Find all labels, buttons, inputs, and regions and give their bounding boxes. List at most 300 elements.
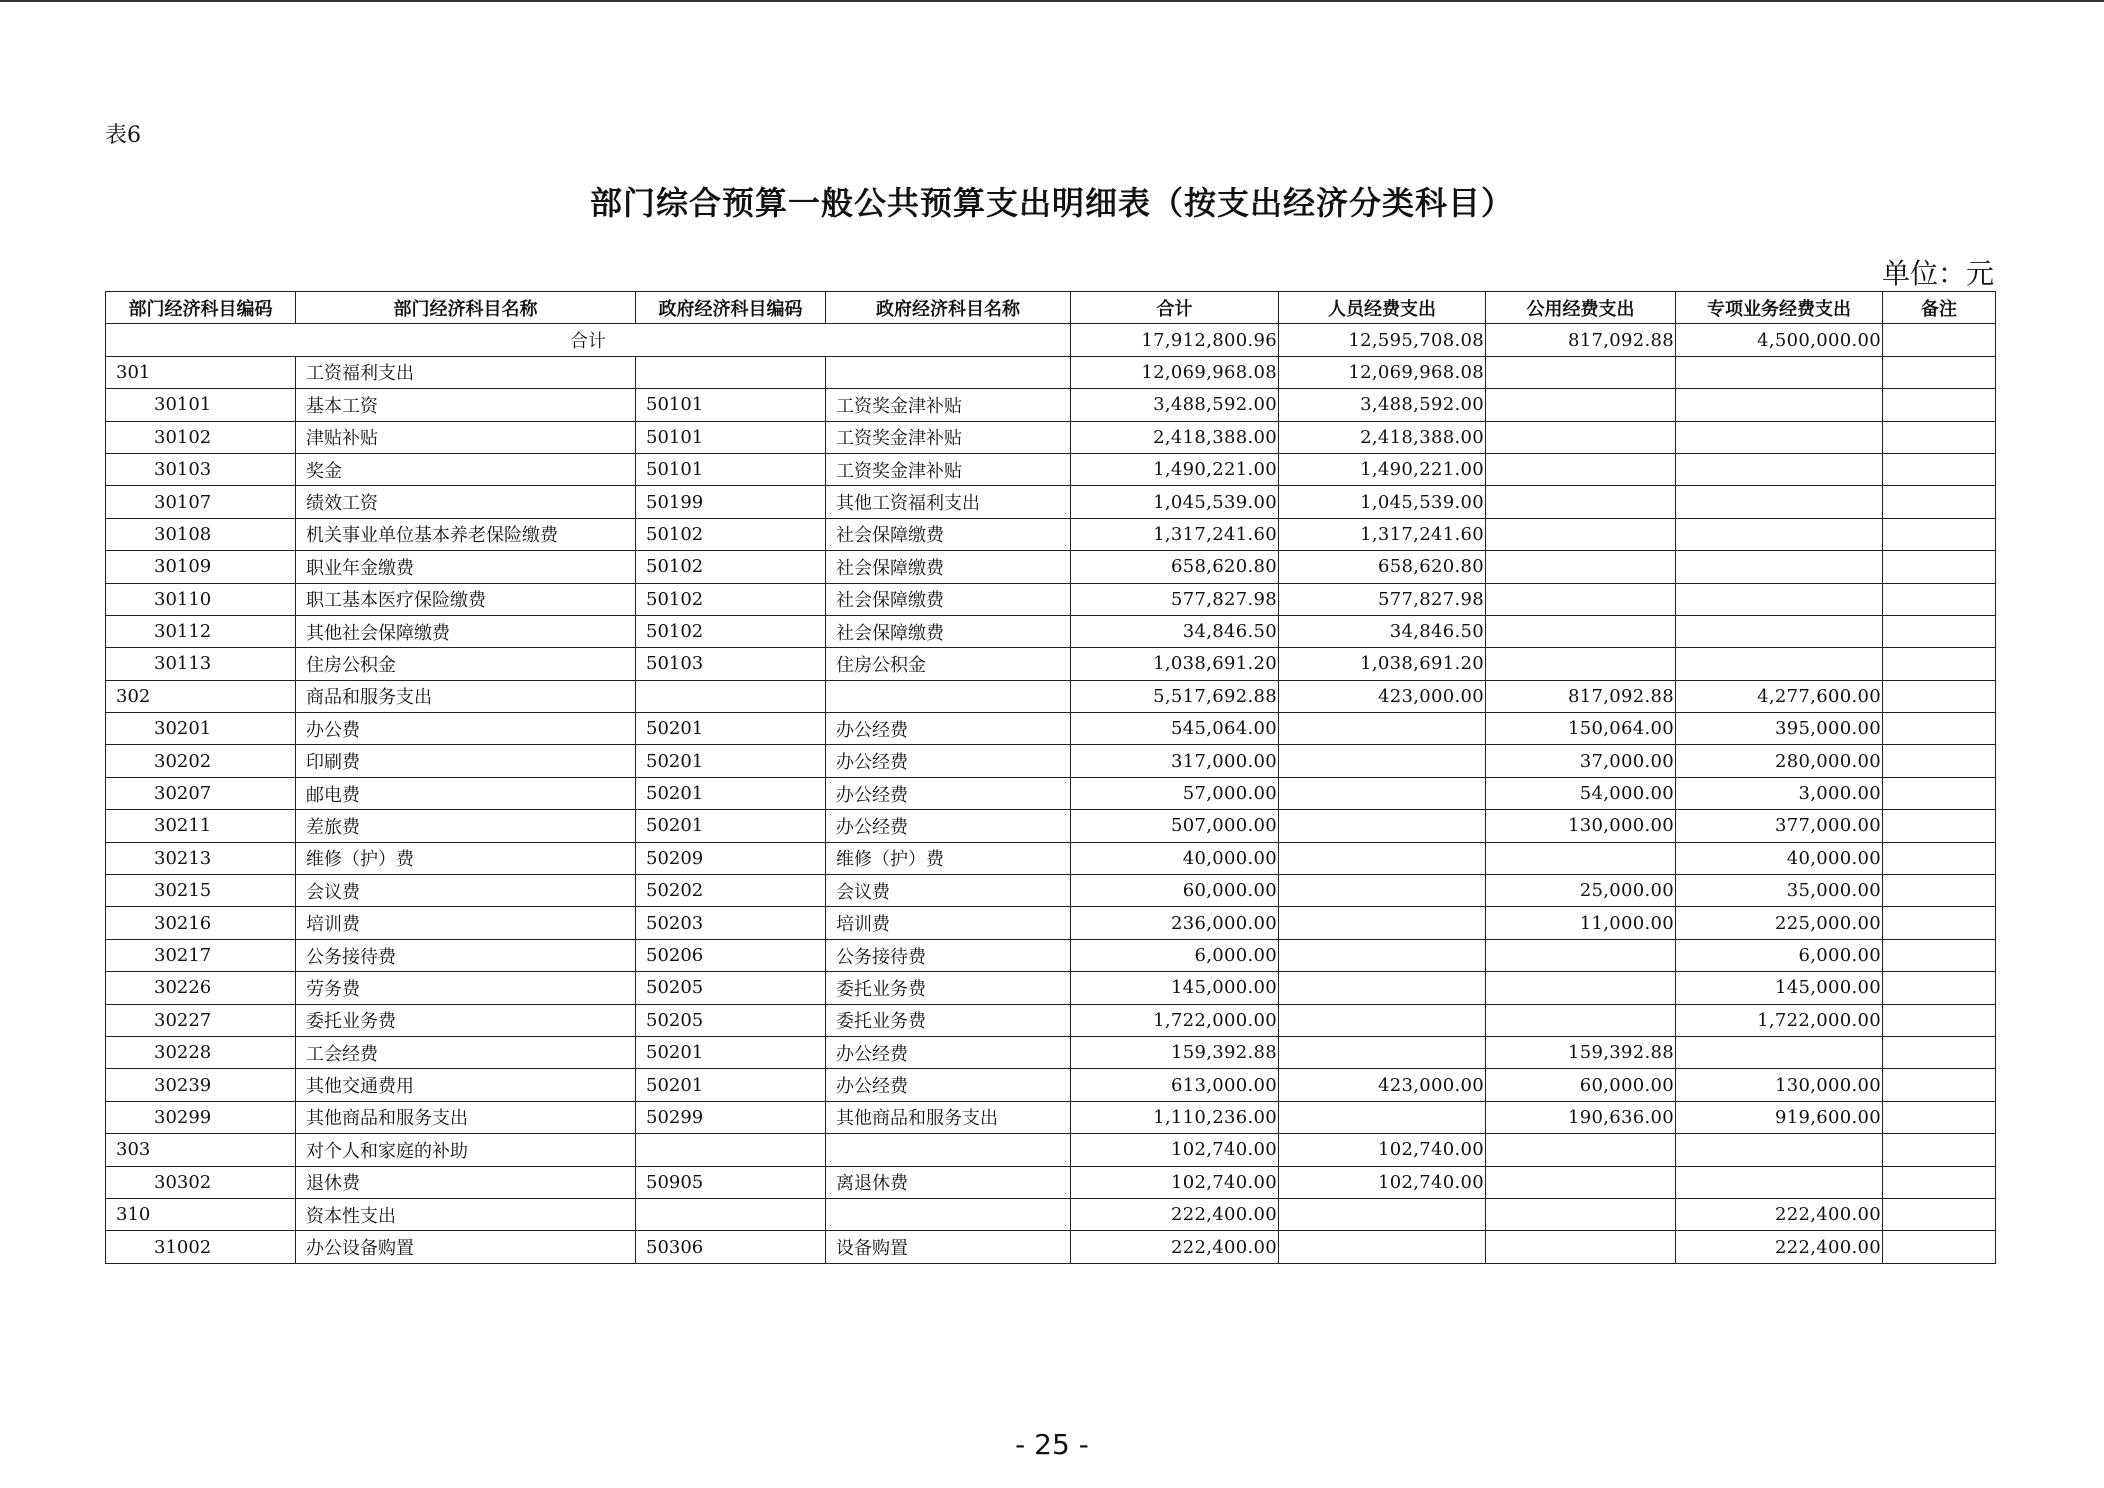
note-cell [1883, 939, 1996, 971]
public-cell [1486, 939, 1676, 971]
gov-code-cell: 50905 [636, 1166, 826, 1198]
grand-total-special: 4,500,000.00 [1676, 324, 1883, 356]
total-cell: 507,000.00 [1071, 810, 1279, 842]
dept-code-cell: 30226 [106, 972, 296, 1004]
dept-name-cell: 奖金 [296, 453, 636, 485]
dept-name-cell: 办公费 [296, 713, 636, 745]
personnel-cell [1279, 972, 1486, 1004]
header-dept-name: 部门经济科目名称 [296, 292, 636, 324]
dept-code-cell: 30207 [106, 777, 296, 809]
special-cell [1676, 518, 1883, 550]
gov-name-cell: 工资奖金津补贴 [826, 389, 1071, 421]
gov-name-cell [826, 1134, 1071, 1166]
total-cell: 222,400.00 [1071, 1198, 1279, 1230]
dept-name-cell: 劳务费 [296, 972, 636, 1004]
note-cell [1883, 518, 1996, 550]
dept-code-cell: 303 [106, 1134, 296, 1166]
special-cell: 280,000.00 [1676, 745, 1883, 777]
total-cell: 1,045,539.00 [1071, 486, 1279, 518]
gov-name-cell: 办公经费 [826, 1036, 1071, 1068]
dept-code-cell: 30107 [106, 486, 296, 518]
note-cell [1883, 907, 1996, 939]
note-cell [1883, 453, 1996, 485]
special-cell: 35,000.00 [1676, 875, 1883, 907]
special-cell: 145,000.00 [1676, 972, 1883, 1004]
table-row [106, 1101, 1996, 1133]
gov-name-cell: 公务接待费 [826, 939, 1071, 971]
special-cell [1676, 648, 1883, 680]
total-cell: 658,620.80 [1071, 551, 1279, 583]
public-cell [1486, 1166, 1676, 1198]
dept-name-cell: 其他社会保障缴费 [296, 615, 636, 647]
note-cell [1883, 421, 1996, 453]
note-cell [1883, 1231, 1996, 1263]
dept-name-cell: 其他商品和服务支出 [296, 1101, 636, 1133]
note-cell [1883, 486, 1996, 518]
total-cell: 3,488,592.00 [1071, 389, 1279, 421]
total-cell: 1,038,691.20 [1071, 648, 1279, 680]
table-row [106, 486, 1996, 518]
gov-name-cell: 工资奖金津补贴 [826, 453, 1071, 485]
public-cell [1486, 356, 1676, 388]
gov-name-cell: 委托业务费 [826, 1004, 1071, 1036]
special-cell [1676, 356, 1883, 388]
public-cell [1486, 486, 1676, 518]
dept-code-cell: 30108 [106, 518, 296, 550]
note-cell [1883, 1166, 1996, 1198]
unit-label: 单位：元 [1881, 257, 1994, 290]
category-row [106, 1134, 1996, 1166]
personnel-cell [1279, 842, 1486, 874]
special-cell [1676, 1166, 1883, 1198]
dept-code-cell: 30239 [106, 1069, 296, 1101]
public-cell [1486, 551, 1676, 583]
dept-name-cell: 办公设备购置 [296, 1231, 636, 1263]
header-gov-code: 政府经济科目编码 [636, 292, 826, 324]
personnel-cell [1279, 777, 1486, 809]
note-cell [1883, 713, 1996, 745]
personnel-cell: 12,069,968.08 [1279, 356, 1486, 388]
gov-name-cell: 社会保障缴费 [826, 615, 1071, 647]
table-row [106, 745, 1996, 777]
table-row [106, 713, 1996, 745]
personnel-cell: 1,317,241.60 [1279, 518, 1486, 550]
special-cell: 4,277,600.00 [1676, 680, 1883, 712]
personnel-cell: 658,620.80 [1279, 551, 1486, 583]
total-cell: 40,000.00 [1071, 842, 1279, 874]
special-cell: 377,000.00 [1676, 810, 1883, 842]
note-cell [1883, 777, 1996, 809]
public-cell: 37,000.00 [1486, 745, 1676, 777]
total-cell: 6,000.00 [1071, 939, 1279, 971]
table-row [106, 777, 1996, 809]
gov-code-cell: 50102 [636, 518, 826, 550]
dept-code-cell: 30216 [106, 907, 296, 939]
public-cell: 11,000.00 [1486, 907, 1676, 939]
gov-code-cell: 50201 [636, 1036, 826, 1068]
personnel-cell: 2,418,388.00 [1279, 421, 1486, 453]
special-cell: 1,722,000.00 [1676, 1004, 1883, 1036]
gov-name-cell: 维修（护）费 [826, 842, 1071, 874]
personnel-cell [1279, 713, 1486, 745]
gov-name-cell: 社会保障缴费 [826, 583, 1071, 615]
gov-code-cell [636, 1134, 826, 1166]
page-number: - 25 - [1015, 1428, 1089, 1461]
table-row [106, 1166, 1996, 1198]
note-cell [1883, 1134, 1996, 1166]
gov-name-cell: 办公经费 [826, 1069, 1071, 1101]
note-cell [1883, 1004, 1996, 1036]
table-number-label: 表6 [105, 123, 141, 148]
personnel-cell [1279, 1036, 1486, 1068]
special-cell: 222,400.00 [1676, 1198, 1883, 1230]
note-cell [1883, 648, 1996, 680]
personnel-cell [1279, 1101, 1486, 1133]
gov-code-cell: 50201 [636, 1069, 826, 1101]
total-cell: 102,740.00 [1071, 1166, 1279, 1198]
dept-name-cell: 机关事业单位基本养老保险缴费 [296, 518, 636, 550]
grand-total-label: 合计 [106, 324, 1071, 356]
dept-name-cell: 其他交通费用 [296, 1069, 636, 1101]
gov-code-cell: 50101 [636, 389, 826, 421]
personnel-cell: 102,740.00 [1279, 1134, 1486, 1166]
special-cell [1676, 453, 1883, 485]
total-cell: 1,110,236.00 [1071, 1101, 1279, 1133]
dept-name-cell: 对个人和家庭的补助 [296, 1134, 636, 1166]
public-cell [1486, 583, 1676, 615]
dept-code-cell: 30213 [106, 842, 296, 874]
public-cell: 150,064.00 [1486, 713, 1676, 745]
personnel-cell: 3,488,592.00 [1279, 389, 1486, 421]
total-cell: 12,069,968.08 [1071, 356, 1279, 388]
dept-name-cell: 邮电费 [296, 777, 636, 809]
personnel-cell: 423,000.00 [1279, 680, 1486, 712]
dept-name-cell: 职业年金缴费 [296, 551, 636, 583]
gov-name-cell: 办公经费 [826, 745, 1071, 777]
dept-name-cell: 基本工资 [296, 389, 636, 421]
public-cell: 54,000.00 [1486, 777, 1676, 809]
gov-name-cell: 其他商品和服务支出 [826, 1101, 1071, 1133]
gov-code-cell: 50205 [636, 972, 826, 1004]
dept-name-cell: 维修（护）费 [296, 842, 636, 874]
dept-name-cell: 退休费 [296, 1166, 636, 1198]
dept-code-cell: 30112 [106, 615, 296, 647]
special-cell [1676, 486, 1883, 518]
gov-name-cell: 其他工资福利支出 [826, 486, 1071, 518]
public-cell [1486, 1004, 1676, 1036]
total-cell: 34,846.50 [1071, 615, 1279, 647]
note-cell [1883, 680, 1996, 712]
personnel-cell: 577,827.98 [1279, 583, 1486, 615]
personnel-cell [1279, 875, 1486, 907]
gov-code-cell: 50101 [636, 453, 826, 485]
dept-name-cell: 职工基本医疗保险缴费 [296, 583, 636, 615]
gov-name-cell: 办公经费 [826, 713, 1071, 745]
gov-code-cell: 50299 [636, 1101, 826, 1133]
gov-code-cell: 50102 [636, 583, 826, 615]
special-cell: 40,000.00 [1676, 842, 1883, 874]
note-cell [1883, 972, 1996, 1004]
dept-name-cell: 绩效工资 [296, 486, 636, 518]
special-cell [1676, 551, 1883, 583]
total-cell: 222,400.00 [1071, 1231, 1279, 1263]
note-cell [1883, 389, 1996, 421]
special-cell [1676, 389, 1883, 421]
table-row [106, 453, 1996, 485]
public-cell [1486, 648, 1676, 680]
dept-code-cell: 30299 [106, 1101, 296, 1133]
gov-code-cell: 50101 [636, 421, 826, 453]
header-public: 公用经费支出 [1486, 292, 1676, 324]
personnel-cell: 1,045,539.00 [1279, 486, 1486, 518]
public-cell [1486, 1198, 1676, 1230]
gov-name-cell: 培训费 [826, 907, 1071, 939]
gov-name-cell: 离退休费 [826, 1166, 1071, 1198]
grand-total-note [1883, 324, 1996, 356]
table-row [106, 842, 1996, 874]
grand-total-personnel: 12,595,708.08 [1279, 324, 1486, 356]
note-cell [1883, 1036, 1996, 1068]
public-cell [1486, 1231, 1676, 1263]
total-cell: 1,490,221.00 [1071, 453, 1279, 485]
special-cell: 919,600.00 [1676, 1101, 1883, 1133]
gov-code-cell [636, 356, 826, 388]
gov-code-cell: 50209 [636, 842, 826, 874]
dept-name-cell: 差旅费 [296, 810, 636, 842]
special-cell: 3,000.00 [1676, 777, 1883, 809]
gov-name-cell: 工资奖金津补贴 [826, 421, 1071, 453]
personnel-cell: 102,740.00 [1279, 1166, 1486, 1198]
personnel-cell: 1,490,221.00 [1279, 453, 1486, 485]
header-personnel: 人员经费支出 [1279, 292, 1486, 324]
table-row [106, 907, 1996, 939]
public-cell [1486, 389, 1676, 421]
note-cell [1883, 583, 1996, 615]
top-border-line [0, 0, 2104, 2]
gov-code-cell: 50103 [636, 648, 826, 680]
special-cell: 395,000.00 [1676, 713, 1883, 745]
gov-name-cell [826, 356, 1071, 388]
personnel-cell [1279, 1198, 1486, 1230]
table-row [106, 551, 1996, 583]
personnel-cell [1279, 745, 1486, 777]
gov-name-cell: 设备购置 [826, 1231, 1071, 1263]
note-cell [1883, 356, 1996, 388]
category-row [106, 1198, 1996, 1230]
gov-name-cell [826, 1198, 1071, 1230]
dept-code-cell: 30109 [106, 551, 296, 583]
dept-name-cell: 会议费 [296, 875, 636, 907]
table-row [106, 939, 1996, 971]
gov-name-cell: 社会保障缴费 [826, 518, 1071, 550]
dept-name-cell: 培训费 [296, 907, 636, 939]
total-cell: 5,517,692.88 [1071, 680, 1279, 712]
public-cell: 190,636.00 [1486, 1101, 1676, 1133]
gov-code-cell: 50102 [636, 551, 826, 583]
gov-code-cell: 50306 [636, 1231, 826, 1263]
dept-name-cell: 津贴补贴 [296, 421, 636, 453]
dept-code-cell: 30110 [106, 583, 296, 615]
public-cell [1486, 518, 1676, 550]
table-row [106, 1036, 1996, 1068]
note-cell [1883, 1101, 1996, 1133]
dept-code-cell: 30227 [106, 1004, 296, 1036]
dept-code-cell: 30101 [106, 389, 296, 421]
note-cell [1883, 615, 1996, 647]
note-cell [1883, 551, 1996, 583]
public-cell [1486, 453, 1676, 485]
special-cell [1676, 1036, 1883, 1068]
gov-code-cell: 50203 [636, 907, 826, 939]
public-cell [1486, 842, 1676, 874]
header-dept-code: 部门经济科目编码 [106, 292, 296, 324]
special-cell: 6,000.00 [1676, 939, 1883, 971]
gov-code-cell: 50206 [636, 939, 826, 971]
dept-name-cell: 委托业务费 [296, 1004, 636, 1036]
gov-code-cell [636, 680, 826, 712]
special-cell: 225,000.00 [1676, 907, 1883, 939]
dept-name-cell: 工资福利支出 [296, 356, 636, 388]
note-cell [1883, 1198, 1996, 1230]
dept-code-cell: 30103 [106, 453, 296, 485]
gov-code-cell: 50201 [636, 777, 826, 809]
dept-code-cell: 30102 [106, 421, 296, 453]
gov-name-cell: 会议费 [826, 875, 1071, 907]
gov-name-cell: 社会保障缴费 [826, 551, 1071, 583]
special-cell [1676, 421, 1883, 453]
gov-name-cell: 办公经费 [826, 777, 1071, 809]
note-cell [1883, 875, 1996, 907]
gov-code-cell: 50102 [636, 615, 826, 647]
total-cell: 577,827.98 [1071, 583, 1279, 615]
total-cell: 145,000.00 [1071, 972, 1279, 1004]
table-row [106, 583, 1996, 615]
personnel-cell [1279, 1231, 1486, 1263]
public-cell [1486, 1134, 1676, 1166]
grand-total-total: 17,912,800.96 [1071, 324, 1279, 356]
special-cell [1676, 1134, 1883, 1166]
gov-name-cell [826, 680, 1071, 712]
public-cell: 130,000.00 [1486, 810, 1676, 842]
total-cell: 102,740.00 [1071, 1134, 1279, 1166]
total-cell: 613,000.00 [1071, 1069, 1279, 1101]
special-cell: 222,400.00 [1676, 1231, 1883, 1263]
public-cell: 25,000.00 [1486, 875, 1676, 907]
table-row [106, 875, 1996, 907]
dept-name-cell: 工会经费 [296, 1036, 636, 1068]
budget-detail-table [105, 291, 1996, 1264]
total-cell: 159,392.88 [1071, 1036, 1279, 1068]
dept-code-cell: 302 [106, 680, 296, 712]
table-row [106, 1004, 1996, 1036]
table-row [106, 648, 1996, 680]
special-cell [1676, 615, 1883, 647]
gov-code-cell: 50199 [636, 486, 826, 518]
grand-total-public: 817,092.88 [1486, 324, 1676, 356]
dept-code-cell: 30302 [106, 1166, 296, 1198]
total-cell: 1,317,241.60 [1071, 518, 1279, 550]
total-cell: 1,722,000.00 [1071, 1004, 1279, 1036]
total-cell: 545,064.00 [1071, 713, 1279, 745]
total-cell: 317,000.00 [1071, 745, 1279, 777]
public-cell: 60,000.00 [1486, 1069, 1676, 1101]
table-row [106, 810, 1996, 842]
public-cell: 817,092.88 [1486, 680, 1676, 712]
gov-name-cell: 办公经费 [826, 810, 1071, 842]
table-row [106, 1069, 1996, 1101]
header-special: 专项业务经费支出 [1676, 292, 1883, 324]
dept-code-cell: 30217 [106, 939, 296, 971]
gov-code-cell: 50201 [636, 810, 826, 842]
public-cell [1486, 972, 1676, 1004]
gov-code-cell [636, 1198, 826, 1230]
dept-code-cell: 30202 [106, 745, 296, 777]
table-row [106, 615, 1996, 647]
dept-name-cell: 资本性支出 [296, 1198, 636, 1230]
personnel-cell: 1,038,691.20 [1279, 648, 1486, 680]
gov-code-cell: 50201 [636, 745, 826, 777]
special-cell: 130,000.00 [1676, 1069, 1883, 1101]
dept-code-cell: 30113 [106, 648, 296, 680]
gov-code-cell: 50202 [636, 875, 826, 907]
category-row [106, 680, 1996, 712]
total-cell: 57,000.00 [1071, 777, 1279, 809]
dept-code-cell: 30201 [106, 713, 296, 745]
public-cell: 159,392.88 [1486, 1036, 1676, 1068]
table-row [106, 421, 1996, 453]
personnel-cell [1279, 1004, 1486, 1036]
table-row [106, 518, 1996, 550]
table-row [106, 1231, 1996, 1263]
personnel-cell: 34,846.50 [1279, 615, 1486, 647]
personnel-cell [1279, 907, 1486, 939]
header-note: 备注 [1883, 292, 1996, 324]
gov-code-cell: 50205 [636, 1004, 826, 1036]
header-total: 合计 [1071, 292, 1279, 324]
note-cell [1883, 1069, 1996, 1101]
dept-name-cell: 住房公积金 [296, 648, 636, 680]
dept-code-cell: 31002 [106, 1231, 296, 1263]
special-cell [1676, 583, 1883, 615]
public-cell [1486, 615, 1676, 647]
dept-code-cell: 301 [106, 356, 296, 388]
dept-code-cell: 30211 [106, 810, 296, 842]
table-header-row [106, 292, 1996, 324]
grand-total-row [106, 324, 1996, 356]
total-cell: 236,000.00 [1071, 907, 1279, 939]
dept-name-cell: 公务接待费 [296, 939, 636, 971]
note-cell [1883, 745, 1996, 777]
document-title: 部门综合预算一般公共预算支出明细表（按支出经济分类科目） [589, 184, 1514, 222]
dept-code-cell: 30215 [106, 875, 296, 907]
personnel-cell [1279, 939, 1486, 971]
dept-name-cell: 商品和服务支出 [296, 680, 636, 712]
dept-code-cell: 310 [106, 1198, 296, 1230]
total-cell: 2,418,388.00 [1071, 421, 1279, 453]
category-row [106, 356, 1996, 388]
table-row [106, 389, 1996, 421]
note-cell [1883, 842, 1996, 874]
total-cell: 60,000.00 [1071, 875, 1279, 907]
gov-code-cell: 50201 [636, 713, 826, 745]
note-cell [1883, 810, 1996, 842]
dept-name-cell: 印刷费 [296, 745, 636, 777]
dept-code-cell: 30228 [106, 1036, 296, 1068]
public-cell [1486, 421, 1676, 453]
table-row [106, 972, 1996, 1004]
gov-name-cell: 住房公积金 [826, 648, 1071, 680]
personnel-cell: 423,000.00 [1279, 1069, 1486, 1101]
